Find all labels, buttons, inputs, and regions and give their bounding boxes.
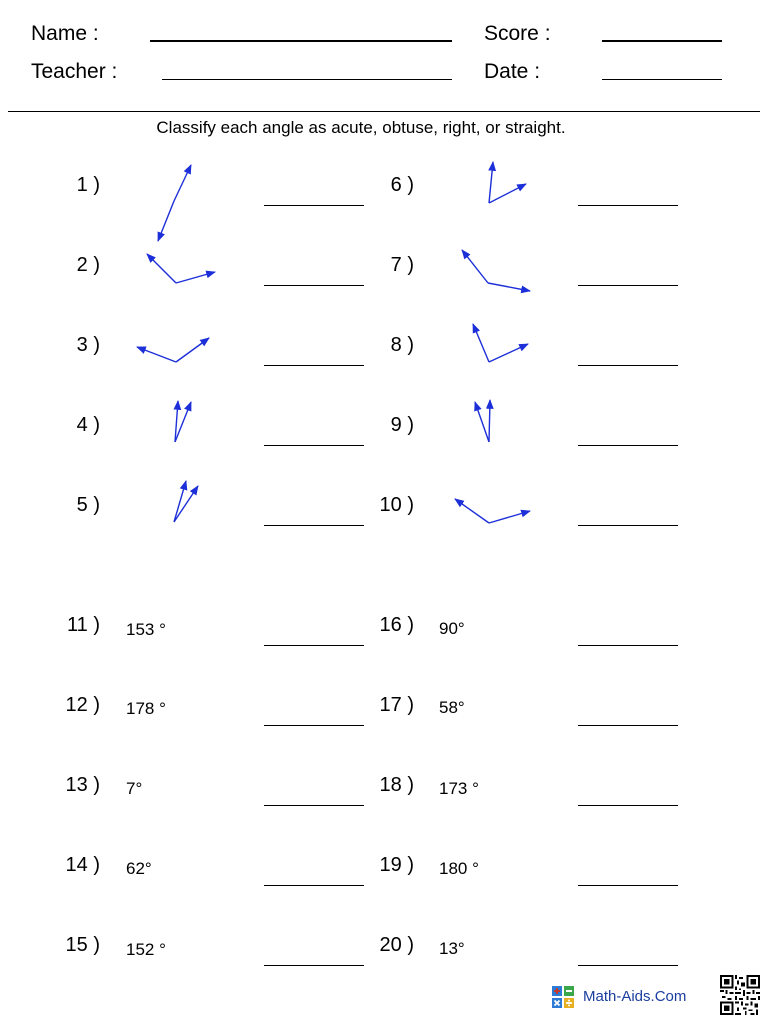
- angle-ray: [475, 402, 489, 442]
- angle-ray: [489, 344, 528, 362]
- angle-ray: [174, 486, 198, 522]
- angle-ray: [174, 481, 186, 522]
- degree-value: 62°: [126, 859, 152, 878]
- angle-ray: [174, 165, 191, 201]
- question-number: 19 ): [379, 854, 414, 876]
- degree-value: 178 °: [126, 699, 166, 718]
- question-number: 17 ): [379, 694, 414, 716]
- question-number: 14 ): [65, 854, 100, 876]
- angle-ray: [489, 162, 493, 203]
- question-number: 2 ): [76, 254, 100, 276]
- answer-blank[interactable]: [264, 725, 364, 726]
- answer-blank[interactable]: [264, 965, 364, 966]
- angle-ray: [489, 511, 530, 523]
- angle-ray: [147, 254, 176, 283]
- degree-value: 58°: [439, 698, 465, 717]
- answer-blank[interactable]: [264, 885, 364, 886]
- degree-value: 90°: [439, 619, 465, 638]
- question-number: 8 ): [390, 334, 414, 356]
- answer-blank[interactable]: [578, 725, 678, 726]
- question-number: 15 ): [65, 934, 100, 956]
- question-number: 1 ): [76, 174, 100, 196]
- angle-ray: [489, 400, 490, 442]
- angle-ray: [176, 338, 209, 362]
- question-number: 16 ): [379, 614, 414, 636]
- angle-ray: [137, 347, 176, 362]
- answer-blank[interactable]: [578, 805, 678, 806]
- question-number: 6 ): [390, 174, 414, 196]
- brand-link[interactable]: Math-Aids.Com: [583, 988, 687, 1005]
- angle-ray: [455, 499, 489, 523]
- calculator-logo-icon: [552, 986, 574, 1008]
- angle-ray: [462, 250, 488, 283]
- question-number: 4 ): [76, 414, 100, 436]
- answer-blank[interactable]: [264, 805, 364, 806]
- angle-ray: [158, 201, 174, 241]
- question-number: 5 ): [76, 494, 100, 516]
- degree-value: 173 °: [439, 779, 479, 798]
- answer-blank[interactable]: [578, 645, 678, 646]
- instructions: Classify each angle as acute, obtuse, right, or straight.: [156, 118, 566, 137]
- teacher-label: Teacher :: [31, 60, 118, 83]
- angle-ray: [489, 184, 526, 203]
- answer-blank[interactable]: [578, 885, 678, 886]
- question-number: 12 ): [65, 694, 100, 716]
- degree-value: 13°: [439, 939, 465, 958]
- question-number: 18 ): [379, 774, 414, 796]
- angle-ray: [176, 272, 215, 283]
- degree-value: 180 °: [439, 859, 479, 878]
- date-label: Date :: [484, 60, 541, 83]
- qr-code-icon: [720, 975, 760, 1015]
- question-number: 10 ): [379, 494, 414, 516]
- question-number: 9 ): [390, 414, 414, 436]
- score-label: Score :: [484, 22, 551, 45]
- angle-ray: [488, 283, 530, 291]
- question-number: 11 ): [67, 614, 100, 636]
- degree-value: 7°: [126, 779, 143, 798]
- angle-ray: [473, 324, 489, 362]
- name-label: Name :: [31, 22, 99, 45]
- question-number: 13 ): [65, 774, 100, 796]
- degree-value: 152 °: [126, 940, 166, 959]
- question-number: 3 ): [76, 334, 100, 356]
- question-number: 7 ): [390, 254, 414, 276]
- answer-blank[interactable]: [578, 965, 678, 966]
- question-number: 20 ): [379, 934, 414, 956]
- answer-blank[interactable]: [264, 645, 364, 646]
- degree-value: 153 °: [126, 620, 166, 639]
